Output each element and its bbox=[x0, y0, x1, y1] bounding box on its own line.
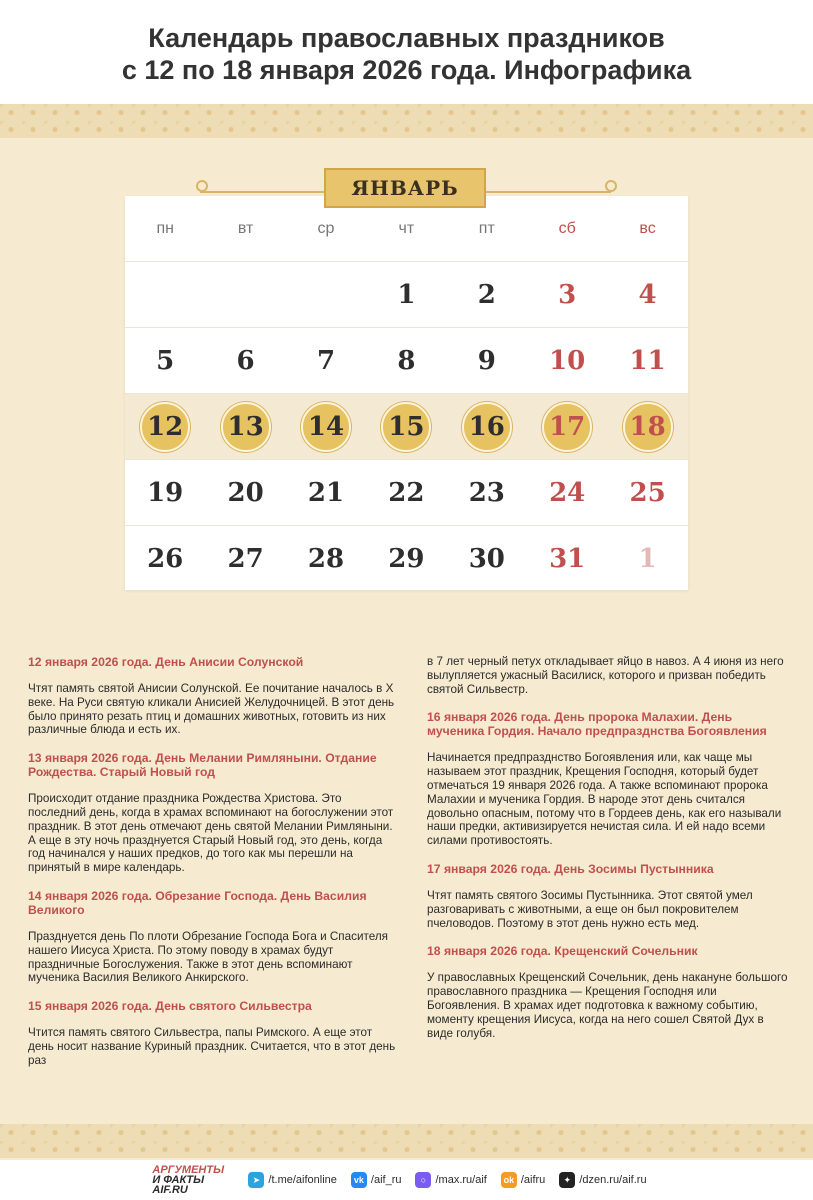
day-cell: 29 bbox=[388, 544, 425, 574]
day-cell-highlighted bbox=[286, 394, 366, 460]
section-15-body-continued: в 7 лет черный петух откладывает яйцо в навоз. А 4 июня из него вылупляется ужасный Василиск, которого и призван победить святой Сильвестр. bbox=[427, 655, 784, 696]
day-cell-weekend: 31 bbox=[549, 544, 586, 574]
weekday-mon: пн bbox=[156, 220, 174, 237]
section-17-body: Чтят память святого Зосимы Пустынника. Этот святой умел разговаривать с животными, а еще он был покровителем пчеловодов. Поэтому в этот день нужно есть мед. bbox=[427, 888, 753, 930]
day-cell: 30 bbox=[468, 544, 505, 574]
weekday-tue: вт bbox=[237, 220, 254, 237]
footer bbox=[0, 1160, 813, 1200]
day-cell-highlighted-weekend bbox=[607, 394, 687, 460]
highlight-circle: 14 bbox=[301, 402, 351, 452]
section-16-body: Начинается предпразднство Богоявления или, как чаще мы называем этот праздник, Крещения Господня, который будет отмечаться 19 января 2026 года. А также вспоминают пророка Малахии и мученика Гордия. В народе этот день считался довольно опасным, потому что в Гордеев день, как его называли наши предки, активизируется нечистая сила. И ей надо всеми силами противостоять. bbox=[427, 751, 782, 848]
highlight-circle: 15 bbox=[381, 402, 431, 452]
banner-line-left bbox=[200, 191, 325, 193]
day-cell-weekend: 11 bbox=[629, 346, 666, 376]
highlight-circle: 18 bbox=[623, 402, 673, 452]
section-13-heading: 13 января 2026 года. День Мелании Римляныни. Отдание Рождества. Старый Новый год bbox=[28, 751, 377, 780]
section-18-heading: 18 января 2026 года. Крещенский Сочельник bbox=[427, 944, 698, 959]
day-cell: 19 bbox=[147, 478, 184, 508]
social-link-dzen[interactable] bbox=[559, 1172, 646, 1188]
highlight-circle: 12 bbox=[140, 402, 190, 452]
social-label: /t.me/aifonline bbox=[268, 1174, 337, 1186]
week-row-4 bbox=[125, 460, 688, 526]
social-label: /aif_ru bbox=[370, 1174, 402, 1186]
day-cell: 28 bbox=[307, 544, 345, 574]
day-cell-highlighted bbox=[366, 394, 446, 460]
section-17-heading: 17 января 2026 года. День Зосимы Пустынника bbox=[427, 861, 714, 876]
logo-line1: АРГУМЕНТЫ bbox=[152, 1164, 225, 1176]
banner-line-right bbox=[486, 191, 611, 193]
weekday-wed: ср bbox=[317, 220, 335, 237]
day-cell-weekend: 24 bbox=[549, 478, 586, 508]
ornament-border-bottom bbox=[0, 1124, 813, 1158]
day-cell bbox=[286, 262, 366, 328]
max-icon: ○ bbox=[415, 1172, 431, 1188]
day-cell-weekend: 10 bbox=[549, 346, 586, 376]
section-18-body: У православных Крещенский Сочельник, день накануне большого православного праздника — Крещения Господня или Богоявления. В храмах идет подготовка к важному событию, моменту крещения Иисуса, когда на него сошел Святой Дух в виде голубя. bbox=[427, 971, 788, 1040]
week-row-5 bbox=[125, 526, 688, 592]
weekday-fri: пт bbox=[478, 220, 495, 237]
social-label: /max.ru/aif bbox=[435, 1174, 487, 1186]
day-cell: 1 bbox=[397, 280, 416, 310]
day-cell: 23 bbox=[468, 478, 505, 508]
section-15-body: Чтится память святого Сильвестра, папы Римского. А еще этот день носит название Куриный праздник. Считается, что в этот день раз bbox=[28, 1026, 396, 1067]
week-row-3-highlighted bbox=[125, 394, 688, 460]
weekday-sat: сб bbox=[558, 220, 576, 237]
day-cell-next-month: 1 bbox=[638, 544, 657, 574]
weekday-thu: чт bbox=[398, 220, 415, 237]
day-cell: 8 bbox=[397, 346, 416, 376]
section-12-body: Чтят память святой Анисии Солунской. Ее почитание началось в X веке. На Руси святую кликали Анисией Желудочницей. В этот день было принято резать птиц и домашних животных, готовить из них различные блюда и есть их. bbox=[28, 682, 395, 737]
day-cell: 2 bbox=[477, 280, 496, 310]
section-14-heading: 14 января 2026 года. Обрезание Господа. День Василия Великого bbox=[28, 888, 367, 917]
social-label: /dzen.ru/aif.ru bbox=[579, 1174, 647, 1186]
day-cell: 27 bbox=[227, 544, 264, 574]
day-cell-highlighted-weekend bbox=[527, 394, 607, 460]
section-13-body: Происходит отдание праздника Рождества Христова. Это последний день, когда в храмах вспоминают на богослужении этот праздник. В этот день отмечают день святой Мелании Римляныни. А еще в эту ночь празднуется Старый Новый год, это день, когда год начинался у наших предков, до того как мы перешли на принятый в мире календарь. bbox=[28, 792, 394, 875]
text-column-right bbox=[427, 655, 789, 1054]
section-16-heading: 16 января 2026 года. День пророка Малахии. День мученика Гордия. Начало предпразднства Богоявления bbox=[427, 710, 767, 739]
day-cell: 21 bbox=[307, 478, 345, 508]
highlight-circle: 16 bbox=[462, 402, 512, 452]
day-cell-weekend: 3 bbox=[558, 280, 577, 310]
social-label: /aifru bbox=[520, 1174, 546, 1186]
logo-line2: И ФАКТЫ AIF.RU bbox=[152, 1174, 205, 1196]
week-row-1 bbox=[125, 262, 688, 328]
highlight-circle: 17 bbox=[542, 402, 592, 452]
day-cell: 20 bbox=[227, 478, 264, 508]
day-cell-highlighted bbox=[447, 394, 527, 460]
header bbox=[0, 0, 813, 104]
page-title-line2: с 12 по 18 января 2026 года. Инфографика bbox=[121, 55, 692, 85]
social-link-odnoklassniki[interactable] bbox=[501, 1172, 545, 1188]
vk-icon: vk bbox=[351, 1172, 367, 1188]
calendar bbox=[125, 196, 688, 590]
odnoklassniki-icon: ok bbox=[501, 1172, 517, 1188]
day-cell-weekend: 4 bbox=[638, 280, 657, 310]
day-cell: 26 bbox=[147, 544, 184, 574]
day-cell-highlighted bbox=[125, 394, 205, 460]
page-title-line1: Календарь православных праздников bbox=[148, 23, 665, 53]
banner-curl-right bbox=[605, 180, 617, 192]
day-cell: 5 bbox=[156, 346, 175, 376]
day-cell: 6 bbox=[236, 346, 255, 376]
day-cell bbox=[125, 262, 205, 328]
section-14-body: Празднуется день По плоти Обрезание Господа Бога и Спасителя нашего Иисуса Христа. По этому поводу в храмах будут праздничные Богослужения. Также в этот день вспоминают мученика Василия Великого Анкирского. bbox=[28, 929, 388, 985]
day-cell-highlighted bbox=[205, 394, 285, 460]
telegram-icon: ➤ bbox=[248, 1172, 264, 1188]
section-12-heading: 12 января 2026 года. День Анисии Солунской bbox=[28, 655, 304, 669]
banner-curl-left bbox=[196, 180, 208, 192]
month-banner: ЯНВАРЬ bbox=[324, 168, 486, 208]
text-column-left bbox=[28, 655, 400, 1082]
ornament-border-top bbox=[0, 104, 813, 138]
section-15-heading: 15 января 2026 года. День святого Сильвестра bbox=[28, 999, 312, 1014]
day-cell-weekend: 25 bbox=[629, 478, 666, 508]
highlight-circle: 13 bbox=[221, 402, 271, 452]
day-cell: 9 bbox=[477, 346, 496, 376]
weekday-sun: вс bbox=[639, 220, 656, 237]
day-cell: 7 bbox=[316, 346, 336, 376]
week-row-2 bbox=[125, 328, 688, 394]
social-link-max[interactable] bbox=[415, 1172, 486, 1188]
day-cell: 22 bbox=[388, 478, 425, 508]
aif-logo[interactable] bbox=[152, 1165, 234, 1195]
social-link-telegram[interactable] bbox=[248, 1172, 336, 1188]
social-link-vk[interactable] bbox=[351, 1172, 402, 1188]
day-cell bbox=[205, 262, 285, 328]
dzen-icon: ✦ bbox=[559, 1172, 575, 1188]
